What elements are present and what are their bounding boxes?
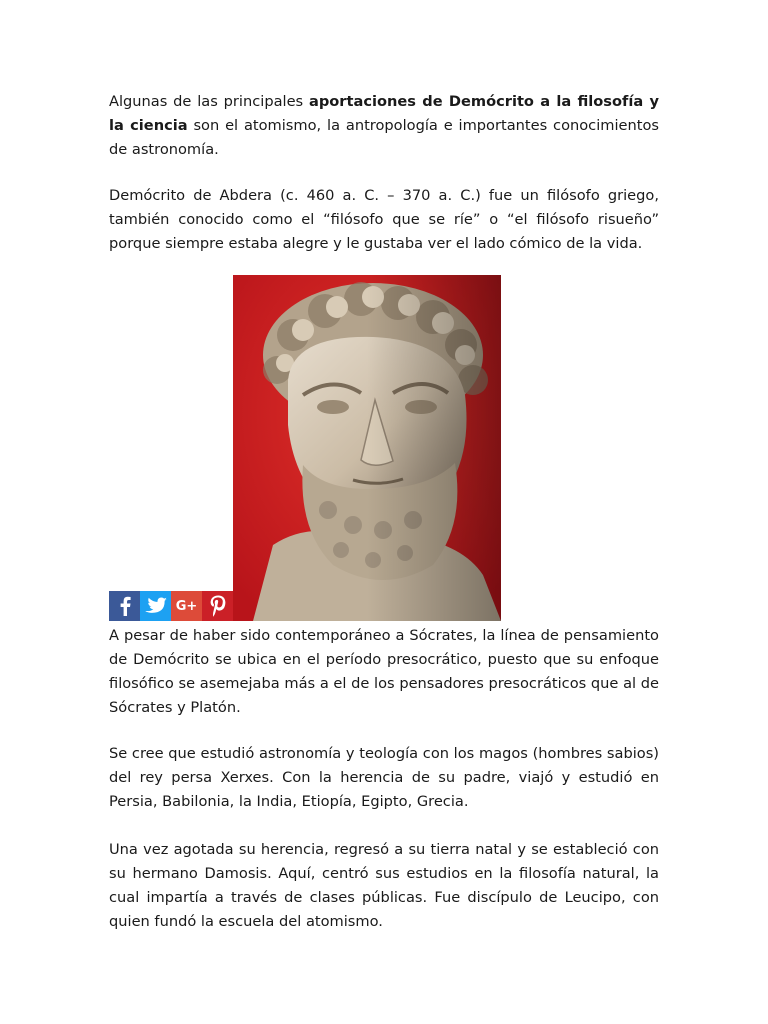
democritus-bust-image [233, 275, 501, 621]
intro-lead-text: Algunas de las principales [109, 93, 309, 110]
facebook-icon [118, 596, 132, 616]
twitter-share-button[interactable] [140, 591, 171, 621]
twitter-icon [145, 597, 167, 615]
pinterest-share-button[interactable] [202, 591, 233, 621]
intro-rest-text: son el atomismo, la antropología e importantes conocimientos de astronomía. [109, 117, 660, 158]
google-plus-icon: G+ [175, 598, 198, 614]
paragraph-atomism: Una vez agotada su herencia, regresó a su tierra natal y se estableció con su hermano Damosis. Aquí, centró sus estudios en la filosofía natural, la cual impartía a través de clases públicas. Fue discípulo de Leucipo, con quien fundó la escuela del atomismo. [109, 841, 659, 930]
paragraph-intro [109, 90, 659, 162]
paragraph-presocratic: A pesar de haber sido contemporáneo a Sócrates, la línea de pensamiento de Demócrito se ubica en el período presocrático, puesto que su enfoque filosófico se asemejaba más a el de los pensadores presocráticos que al de Sócrates y Platón. [109, 627, 659, 716]
google-plus-share-button[interactable] [171, 591, 202, 621]
facebook-share-button[interactable] [109, 591, 140, 621]
paragraph-biography: Demócrito de Abdera (c. 460 a. C. – 370 a. C.) fue un filósofo griego, también conocido como el “filósofo que se ríe” o “el filósofo risueño” porque siempre estaba alegre y le gustaba ver el lado cómico de la vida. [109, 187, 659, 252]
pinterest-icon [210, 595, 226, 617]
intro-bold-text: aportaciones de Demócrito a la filosofía y la ciencia [109, 93, 659, 134]
social-share-bar [109, 591, 233, 621]
paragraph-studies: Se cree que estudió astronomía y teología con los magos (hombres sabios) del rey persa Xerxes. Con la herencia de su padre, viajó y estudió en Persia, Babilonia, la India, Etiopía, Egipto, Grecia. [109, 745, 659, 810]
